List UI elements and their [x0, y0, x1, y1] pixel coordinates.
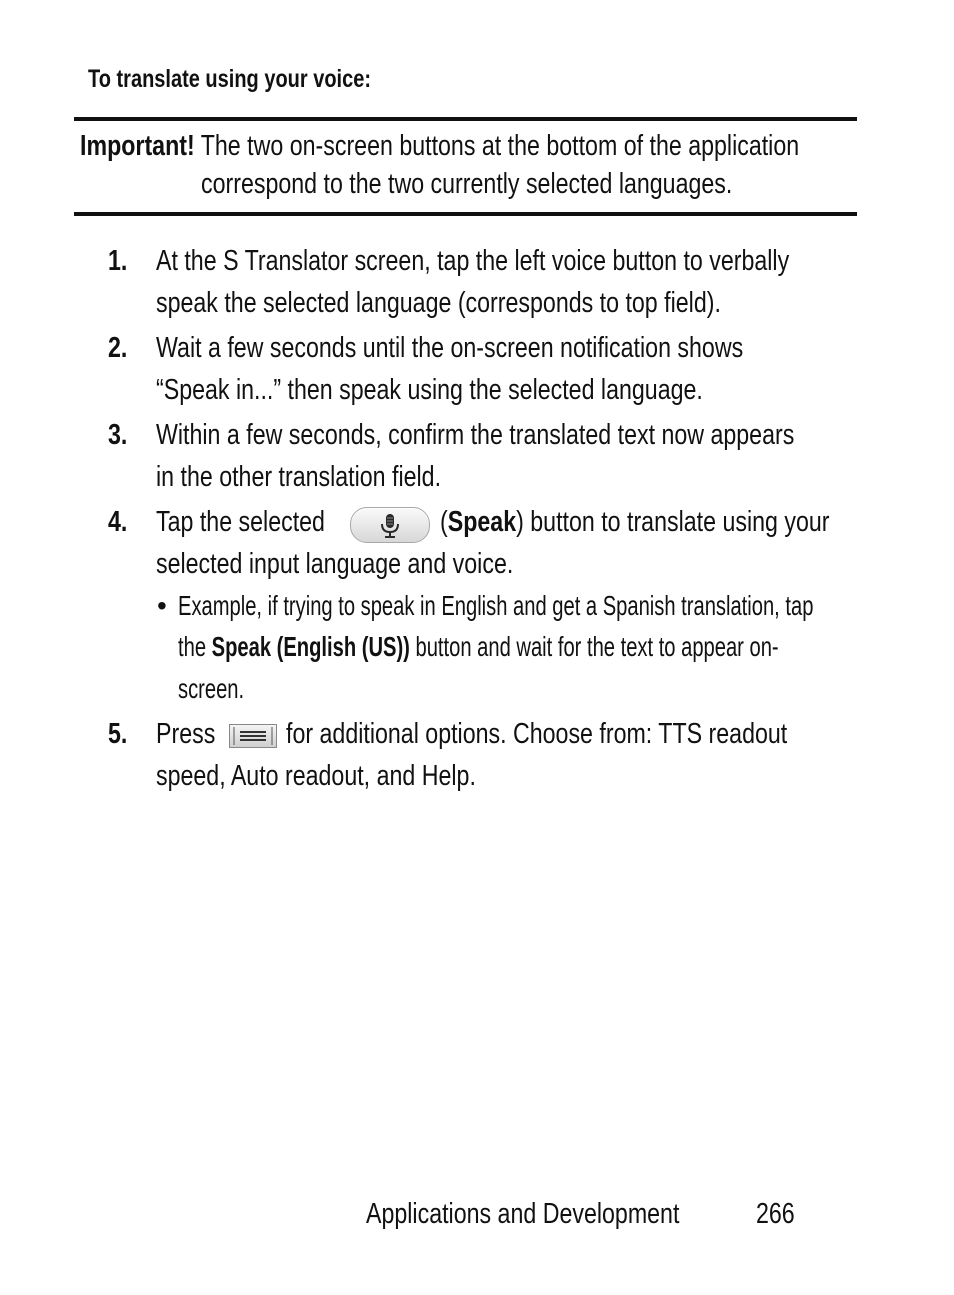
bullet-line-1: Example, if trying to speak in English and get a Spanish translation, tap [178, 590, 814, 621]
step-number-1: 1. [108, 245, 128, 277]
step-2-line-1: Wait a few seconds until the on-screen notification shows [156, 332, 744, 364]
step-5-line-1-end: for additional options. Choose from: TTS readout [286, 718, 788, 750]
bullet-marker: • [157, 590, 167, 621]
important-note-line-2: correspond to the two currently selected languages. [201, 168, 733, 200]
step-5-line-1-start: Press [156, 718, 216, 750]
important-label: Important! [80, 130, 195, 162]
speak-english-label: Speak (English (US)) [211, 631, 410, 662]
step-number-4: 4. [108, 506, 128, 538]
step-1-line-1: At the S Translator screen, tap the left voice button to verbally [156, 245, 790, 277]
important-note-line-1: Important! The two on-screen buttons at the bottom of the application [80, 130, 800, 162]
important-rule-top [74, 117, 857, 121]
step-3-line-1: Within a few seconds, confirm the translated text now appears [156, 419, 795, 451]
page-number: 266 [756, 1198, 795, 1230]
microphone-icon [351, 508, 429, 542]
step-1-line-2: speak the selected language (corresponds to top field). [156, 287, 721, 319]
section-heading: To translate using your voice: [88, 65, 372, 93]
step-4-line-1-start: Tap the selected [156, 506, 325, 538]
bullet-line-2: the Speak (English (US)) button and wait for the text to appear on- [178, 631, 779, 662]
step-5-line-2: speed, Auto readout, and Help. [156, 760, 476, 792]
step-2-line-2: “Speak in...” then speak using the selected language. [156, 374, 703, 406]
step-3-line-2: in the other translation field. [156, 461, 442, 493]
menu-key-image [229, 724, 277, 748]
speak-button-image [350, 507, 430, 543]
step-4-line-2: selected input language and voice. [156, 548, 514, 580]
step-number-2: 2. [108, 332, 128, 364]
speak-label: Speak [447, 506, 517, 538]
step-4-line-1-end: (Speak) button to translate using your [440, 506, 830, 538]
step-number-5: 5. [108, 718, 128, 750]
bullet-line-3: screen. [178, 673, 245, 704]
footer-section-title: Applications and Development [366, 1198, 680, 1230]
step-number-3: 3. [108, 419, 128, 451]
menu-key-icon [230, 725, 276, 747]
important-rule-bottom [74, 212, 857, 216]
